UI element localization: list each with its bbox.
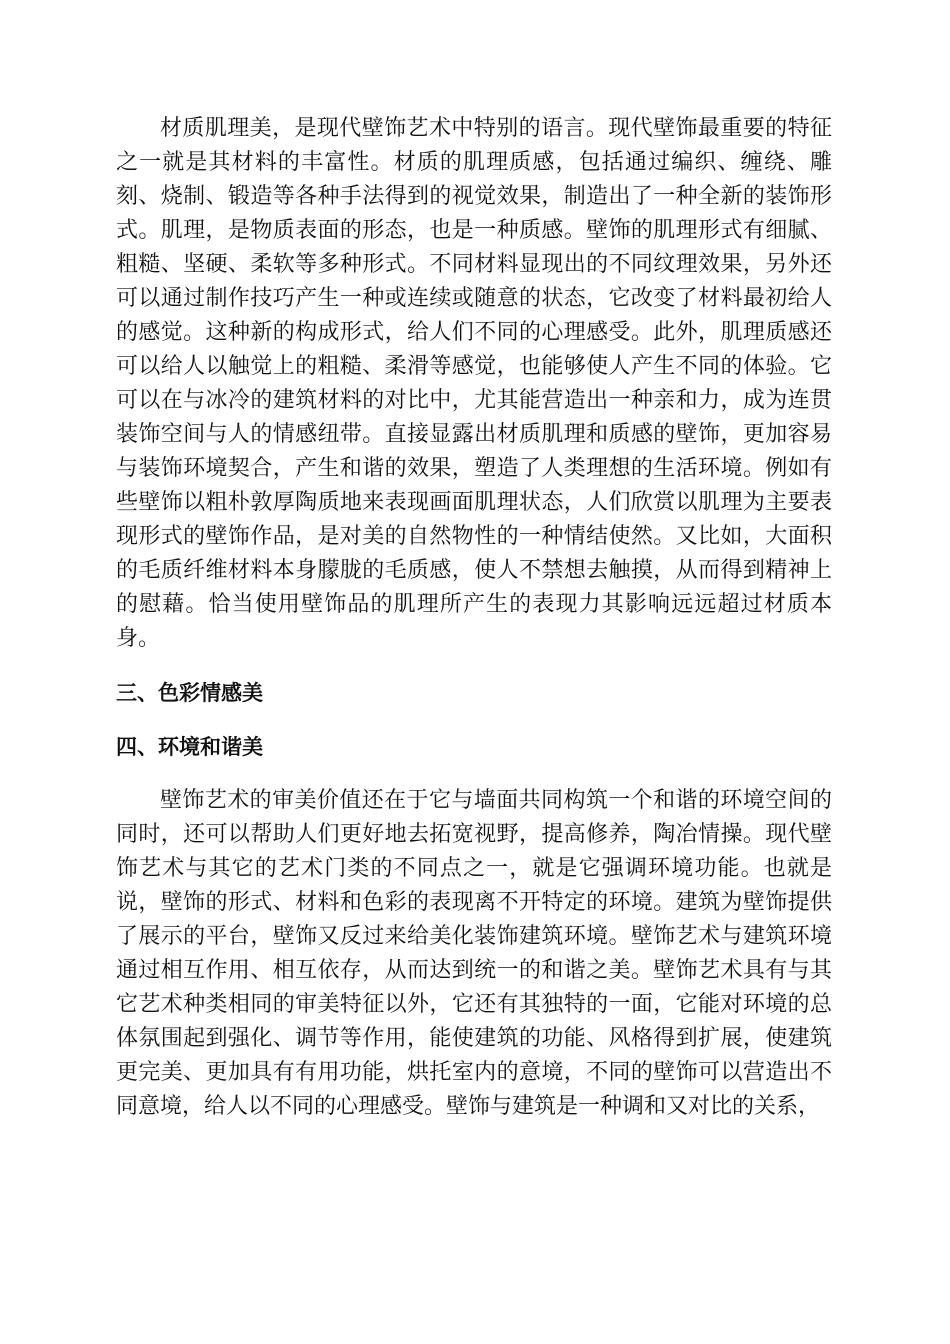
paragraph-environment-harmony: 壁饰艺术的审美价值还在于它与墙面共同构筑一个和谐的环境空间的同时，还可以帮助人们更好地去拓宽视野，提高修养，陶冶情操。现代壁饰艺术与其它的艺术门类的不同点之一，就是它强调环境功能。也就是说，壁饰的形式、材料和色彩的表现离不开特定的环境。建筑为壁饰提供了展示的平台，壁饰又反过来给美化装饰建筑环境。壁饰艺术与建筑环境通过相互作用、相互依存，从而达到统一的和谐之美。壁饰艺术具有与其它艺术种类相同的审美特征以外，它还有其独特的一面，它能对环境的总体氛围起到强化、调节等作用，能使建筑的功能、风格得到扩展，使建筑更完美、更加具有有用功能，烘托室内的意境，不同的壁饰可以营造出不同意境，给人以不同的心理感受。壁饰与建筑是一种调和又对比的关系， [116, 788, 832, 1119]
section-heading-environment-harmony: 四、环境和谐美 [116, 735, 263, 759]
section-heading-color-emotion: 三、色彩情感美 [116, 681, 263, 705]
paragraph-material-texture: 材质肌理美，是现代壁饰艺术中特别的语言。现代壁饰最重要的特征之一就是其材料的丰富性。材质的肌理质感，包括通过编织、缠绕、雕刻、烧制、锻造等各种手法得到的视觉效果，制造出了一种全新的装饰形式。肌理，是物质表面的形态，也是一种质感。壁饰的肌理形式有细腻、粗糙、坚硬、柔软等多种形式。不同材料显现出的不同纹理效果，另外还可以通过制作技巧产生一种或连续或随意的状态，它改变了材料最初给人的感觉。这种新的构成形式，给人们不同的心理感受。此外，肌理质感还可以给人以触觉上的粗糙、柔滑等感觉，也能够使人产生不同的体验。它可以在与冰冷的建筑材料的对比中，尤其能营造出一种亲和力，成为连贯装饰空间与人的情感纽带。直接显露出材质肌理和质感的壁饰，更加容易与装饰环境契合，产生和谐的效果，塑造了人类理想的生活环境。例如有些壁饰以粗朴敦厚陶质地来表现画面肌理状态，人们欣赏以肌理为主要表现形式的壁饰作品，是对美的自然物性的一种情结使然。又比如，大面积的毛质纤维材料本身朦胧的毛质感，使人不禁想去触摸，从而得到精神上的慰藉。恰当使用壁饰品的肌理所产生的表现力其影响远远超过材质本身。 [116, 116, 832, 651]
document-page [116, 112, 832, 1124]
